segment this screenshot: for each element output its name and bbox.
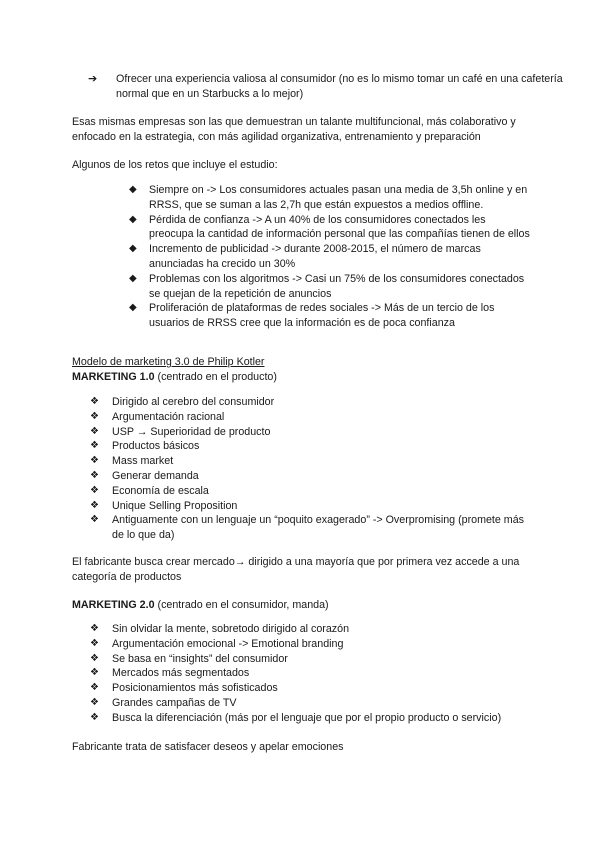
reto-text: Siempre on -> Los consumidores actuales pasan una media de 3,5h online y en RRSS, que se suman a las 2,7h que están expuestos a medios offline.: [149, 184, 528, 211]
marketing-1-list-item: [86, 513, 532, 543]
list-item-text: Sin olvidar la mente, sobretodo dirigido al corazón: [112, 623, 350, 635]
list-item-text: Antiguamente con un lenguaje un “poquito exagerado” -> Overpromising (promete más de lo que da): [112, 514, 525, 542]
marketing-2-list-item: [86, 711, 532, 726]
marketing-1-list-item: [86, 425, 532, 440]
marketing-2-list: [86, 622, 532, 726]
diamond-bullet-icon: ◆: [129, 243, 137, 255]
list-item-text: Generar demanda: [112, 469, 199, 482]
diamond-bullet-icon: ◆: [129, 302, 137, 314]
retos-list-item: [126, 213, 530, 243]
clover-bullet-icon: ❖: [90, 637, 99, 649]
list-item-text: Unique Selling Proposition: [112, 499, 238, 512]
clover-bullet-icon: ❖: [90, 711, 99, 723]
diamond-bullet-icon: ◆: [129, 184, 137, 195]
modelo-title: Modelo de marketing 3.0 de Philip Kotler: [72, 356, 265, 368]
clover-bullet-icon: ❖: [90, 484, 99, 496]
clover-bullet-icon: ❖: [90, 440, 99, 452]
reto-text: Problemas con los algoritmos -> Casi un 75% de los consumidores conectados se quejan de la repetición de anuncios: [149, 272, 525, 300]
reto-text: Proliferación de plataformas de redes sociales -> Más de un tercio de los usuarios de RRSS cree que la información es de poca confianza: [149, 302, 495, 330]
marketing-1-closing: El fabricante busca crear mercado→ dirigido a una mayoría que por primera vez accede a una categoría de productos: [72, 556, 520, 583]
marketing-1-list-item: [86, 454, 532, 469]
clover-bullet-icon: ❖: [90, 652, 99, 664]
list-item-text: Grandes campañas de TV: [112, 696, 237, 709]
retos-list-item: [126, 242, 530, 272]
marketing-1-list-item: [86, 499, 532, 514]
marketing-2-list-item: [86, 681, 532, 696]
marketing-1-list-item: [86, 484, 532, 499]
clover-bullet-icon: ❖: [90, 425, 99, 437]
clover-bullet-icon: ❖: [90, 514, 99, 526]
list-item-text: Argumentación racional: [112, 410, 225, 423]
list-item-text: Posicionamientos más sofisticados: [112, 682, 278, 695]
arrow-bullet-icon: ➔: [88, 73, 98, 85]
list-item-text: Mass market: [112, 455, 174, 468]
clover-bullet-icon: ❖: [90, 455, 99, 467]
retos-list-item: [126, 183, 530, 213]
clover-bullet-icon: ❖: [90, 667, 99, 679]
marketing-2-title: MARKETING 2.0: [72, 599, 155, 611]
marketing-2-list-item: [86, 696, 532, 711]
diamond-bullet-icon: ◆: [129, 272, 137, 284]
marketing-1-title: MARKETING 1.0: [72, 371, 155, 383]
clover-bullet-icon: ❖: [90, 682, 99, 694]
list-item-text: Busca la diferenciación (más por el lenguaje que por el propio producto o servicio): [112, 711, 502, 724]
marketing-2-list-item: [86, 666, 532, 681]
marketing-1-list-item: [86, 469, 532, 484]
list-item-text: Mercados más segmentados: [112, 667, 250, 680]
paragraph-retos-intro: Algunos de los retos que incluye el estudio:: [72, 159, 278, 171]
retos-list: [126, 183, 530, 331]
list-item-text: Se basa en “insights” del consumidor: [112, 652, 288, 665]
clover-bullet-icon: ❖: [90, 696, 99, 708]
marketing-1-list-item: [86, 439, 532, 454]
marketing-2-list-item: [86, 637, 532, 652]
marketing-2-closing: Fabricante trata de satisfacer deseos y apelar emociones: [72, 741, 344, 753]
diamond-bullet-icon: ◆: [129, 213, 137, 225]
clover-bullet-icon: ❖: [90, 623, 99, 634]
clover-bullet-icon: ❖: [90, 499, 99, 511]
retos-list-item: [126, 301, 530, 331]
reto-text: Pérdida de confianza -> A un 40% de los consumidores conectados les preocupa la cantidad de información personal que las compañías tienen de ellos: [149, 213, 530, 241]
marketing-1-subtitle: (centrado en el producto): [154, 371, 277, 383]
marketing-1-list-item: [86, 395, 532, 410]
list-item-text: Dirigido al cerebro del consumidor: [112, 396, 275, 408]
retos-list-item: [126, 272, 530, 302]
marketing-1-list-item: [86, 410, 532, 425]
marketing-2-list-item: [86, 622, 532, 637]
list-item-text: Economía de escala: [112, 484, 209, 497]
marketing-1-heading: [72, 370, 532, 385]
reto-text: Incremento de publicidad -> durante 2008-2015, el número de marcas anunciadas ha crecido un 30%: [149, 243, 481, 270]
paragraph-empresas: Esas mismas empresas son las que demuestran un talante multifuncional, más colaborativo y enfocado en la estrategia, con más agilidad organizativa, entrenamiento y preparación: [72, 116, 516, 143]
marketing-2-heading: [72, 598, 532, 613]
list-item-text: USP → Superioridad de producto: [112, 425, 271, 438]
marketing-2-list-item: [86, 652, 532, 667]
marketing-1-list: [86, 395, 532, 543]
arrow-list-item: [88, 72, 566, 102]
clover-bullet-icon: ❖: [90, 410, 99, 422]
marketing-2-subtitle: (centrado en el consumidor, manda): [154, 599, 329, 611]
list-item-text: Argumentación emocional -> Emotional branding: [112, 637, 344, 650]
list-item-text: Productos básicos: [112, 440, 200, 453]
arrow-item-text: Ofrecer una experiencia valiosa al consumidor (no es lo mismo tomar un café en una cafetería normal que en un Starbucks a lo mejor): [116, 73, 563, 100]
clover-bullet-icon: ❖: [90, 469, 99, 481]
clover-bullet-icon: ❖: [90, 396, 99, 407]
